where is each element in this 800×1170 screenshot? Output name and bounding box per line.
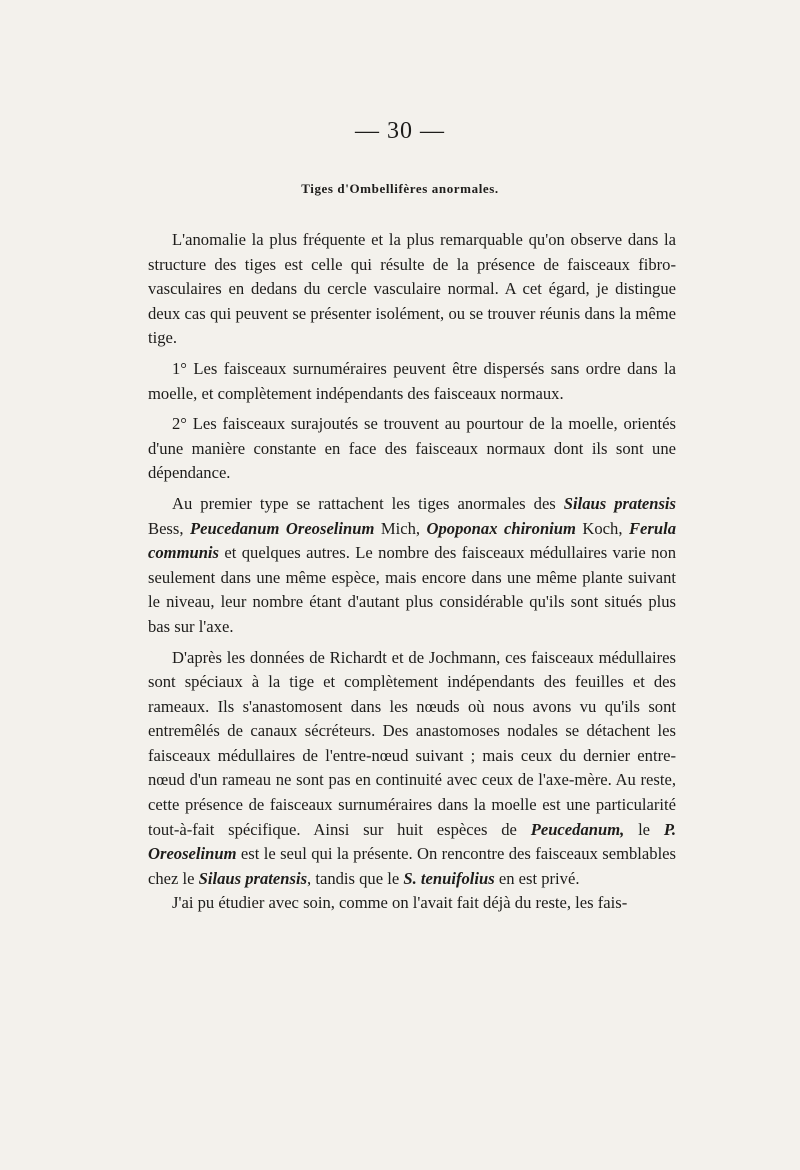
text-run: et quelques autres. Le nombre des faisceaux médullaires varie non seulement dans une même espèce, mais encore dans une même plante suivant le niveau, leur nombre étant d'autant plus considérable qu'ils sont situés plus bas sur l'axe. [148,543,676,636]
paragraph-3: 2° Les faisceaux surajoutés se trouvent au pourtour de la moelle, orientés d'une manière constante en face des faisceaux normaux dont ils sont une dépendance. [148,414,676,483]
text-run: , tandis que le [307,868,404,888]
paragraph-6: J'ai pu étudier avec soin, comme on l'avait fait déjà du reste, les fais- [172,893,628,913]
text-run: Au premier type se rattachent les tiges anormales des [172,493,564,513]
species-name: Silaus pratensis [563,493,676,513]
body-text [148,228,676,922]
paragraph-2: 1° Les faisceaux surnuméraires peuvent être dispersés sans ordre dans la moelle, et complètement indépendants des faisceaux normaux. [148,358,676,403]
species-name: Opoponax chironium [426,518,576,538]
text-run: en est privé. [494,868,580,888]
text-run: est le seul qui la présente. On rencontre des faisceaux semblables chez le [148,844,676,888]
paragraph-1: L'anomalie la plus fréquente et la plus remarquable qu'on observe dans la structure des tiges est celle qui résulte de la présence de faisceaux fibro-vasculaires en dedans du cercle vasculaire normal. A cet égard, je distingue deux cas qui peuvent se présenter isolément, ou se trouver réunis dans la même tige. [148,230,676,348]
species-name: Ferula communis [148,518,676,563]
paragraph-5 [148,646,676,892]
text-run: Koch, [575,518,629,538]
species-name: S. tenuifolius [403,868,495,888]
species-name: Silaus pratensis [198,868,308,888]
page-number: — 30 — [355,118,445,144]
paragraph-4 [148,492,676,640]
text-run: le [624,819,664,839]
text-run: Bess, [148,518,190,538]
species-name: P. Oreoselinum [148,819,676,864]
species-name: Peucedanum, [530,819,625,839]
section-heading: Tiges d'Ombellifères anormales. [301,181,499,196]
text-run: Mich, [374,518,427,538]
text-run: D'après les données de Richardt et de Jochmann, ces faisceaux médullaires sont spéciaux à la tige et complètement indépendants des feuilles et des rameaux. Ils s'anastomosent dans les nœuds où nous avons vu qu'ils sont entremêlés de canaux sécréteurs. Des anastomoses nodales se détachent les faisceaux médullaires de l'entre-nœud suivant ; mais ceux du dernier entre-nœud d'un rameau ne sont pas en continuité avec ceux de l'axe-mère. Au reste, cette présence de faisceaux surnuméraires dans la moelle est une particularité tout-à-fait spécifique. Ainsi sur huit espèces de [148,647,676,839]
species-name: Peucedanum Oreoselinum [189,518,375,538]
